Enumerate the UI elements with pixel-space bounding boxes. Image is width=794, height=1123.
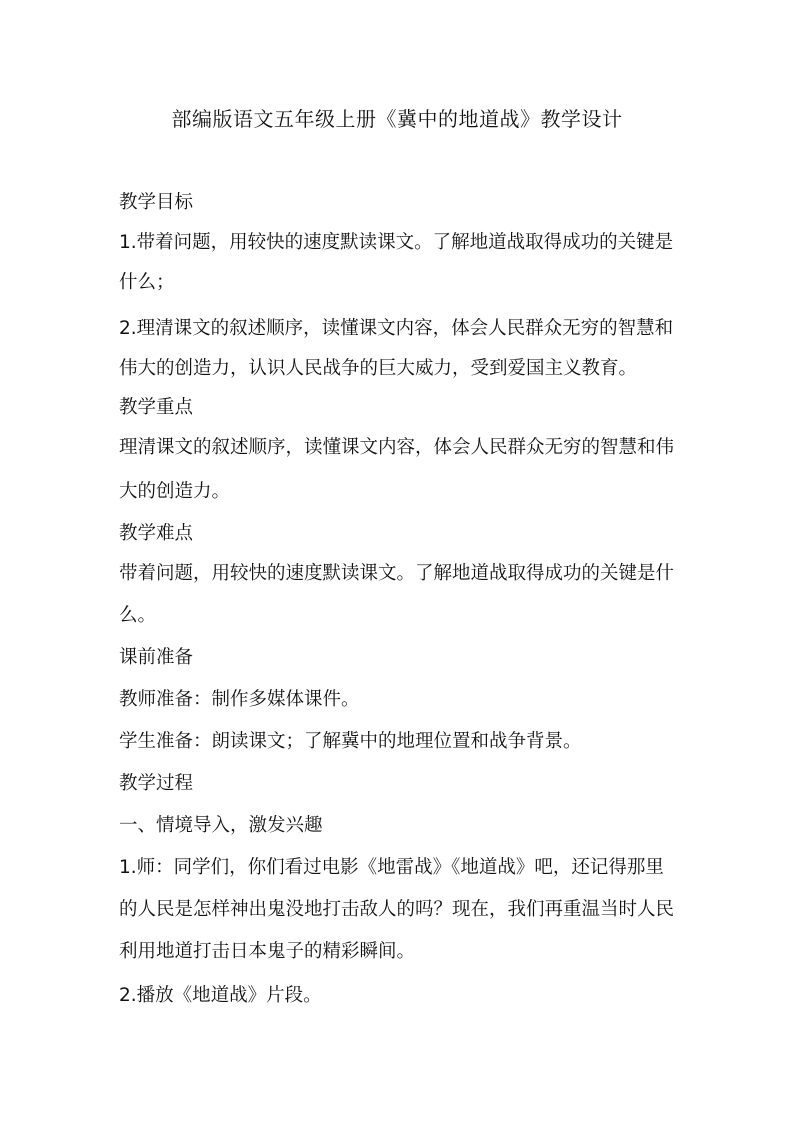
paragraph-line: 大的创造力。 [119, 481, 231, 502]
paragraph-line: 么。 [119, 605, 157, 626]
paragraph-line: 伟大的创造力，认识人民战争的巨大威力，受到爱国主义教育。 [119, 358, 638, 379]
document-title: 部编版语文五年级上册《冀中的地道战》教学设计 [171, 107, 623, 131]
subsection-heading: 一、情境导入，激发兴趣 [119, 815, 323, 836]
paragraph-line: 理清课文的叙述顺序，读懂课文内容，体会人民群众无穷的智慧和伟 [119, 437, 675, 458]
paragraph-line: 的人民是怎样神出鬼没地打击敌人的吗？现在，我们再重温当时人民 [119, 899, 675, 920]
section-heading-preparation: 课前准备 [119, 647, 194, 668]
paragraph-line: 利用地道打击日本鬼子的精彩瞬间。 [119, 941, 416, 962]
paragraph-line: 教师准备：制作多媒体课件。 [119, 689, 360, 710]
paragraph-line: 1.带着问题，用较快的速度默读课文。了解地道战取得成功的关键是 [119, 232, 674, 253]
section-heading-difficulties: 教学难点 [119, 523, 194, 544]
section-heading-process: 教学过程 [119, 773, 194, 794]
section-heading-objectives: 教学目标 [119, 192, 194, 213]
paragraph-line: 带着问题，用较快的速度默读课文。了解地道战取得成功的关键是什 [119, 563, 675, 584]
paragraph-line: 2.理清课文的叙述顺序，读懂课文内容，体会人民群众无穷的智慧和 [119, 318, 674, 339]
paragraph-line: 什么； [119, 272, 175, 293]
paragraph-line: 学生准备：朗读课文；了解冀中的地理位置和战争背景。 [119, 731, 582, 752]
section-heading-key-points: 教学重点 [119, 397, 194, 418]
paragraph-line: 2.播放《地道战》片段。 [119, 985, 322, 1006]
paragraph-line: 1.师：同学们，你们看过电影《地雷战》《地道战》吧，还记得那里 [119, 857, 664, 878]
